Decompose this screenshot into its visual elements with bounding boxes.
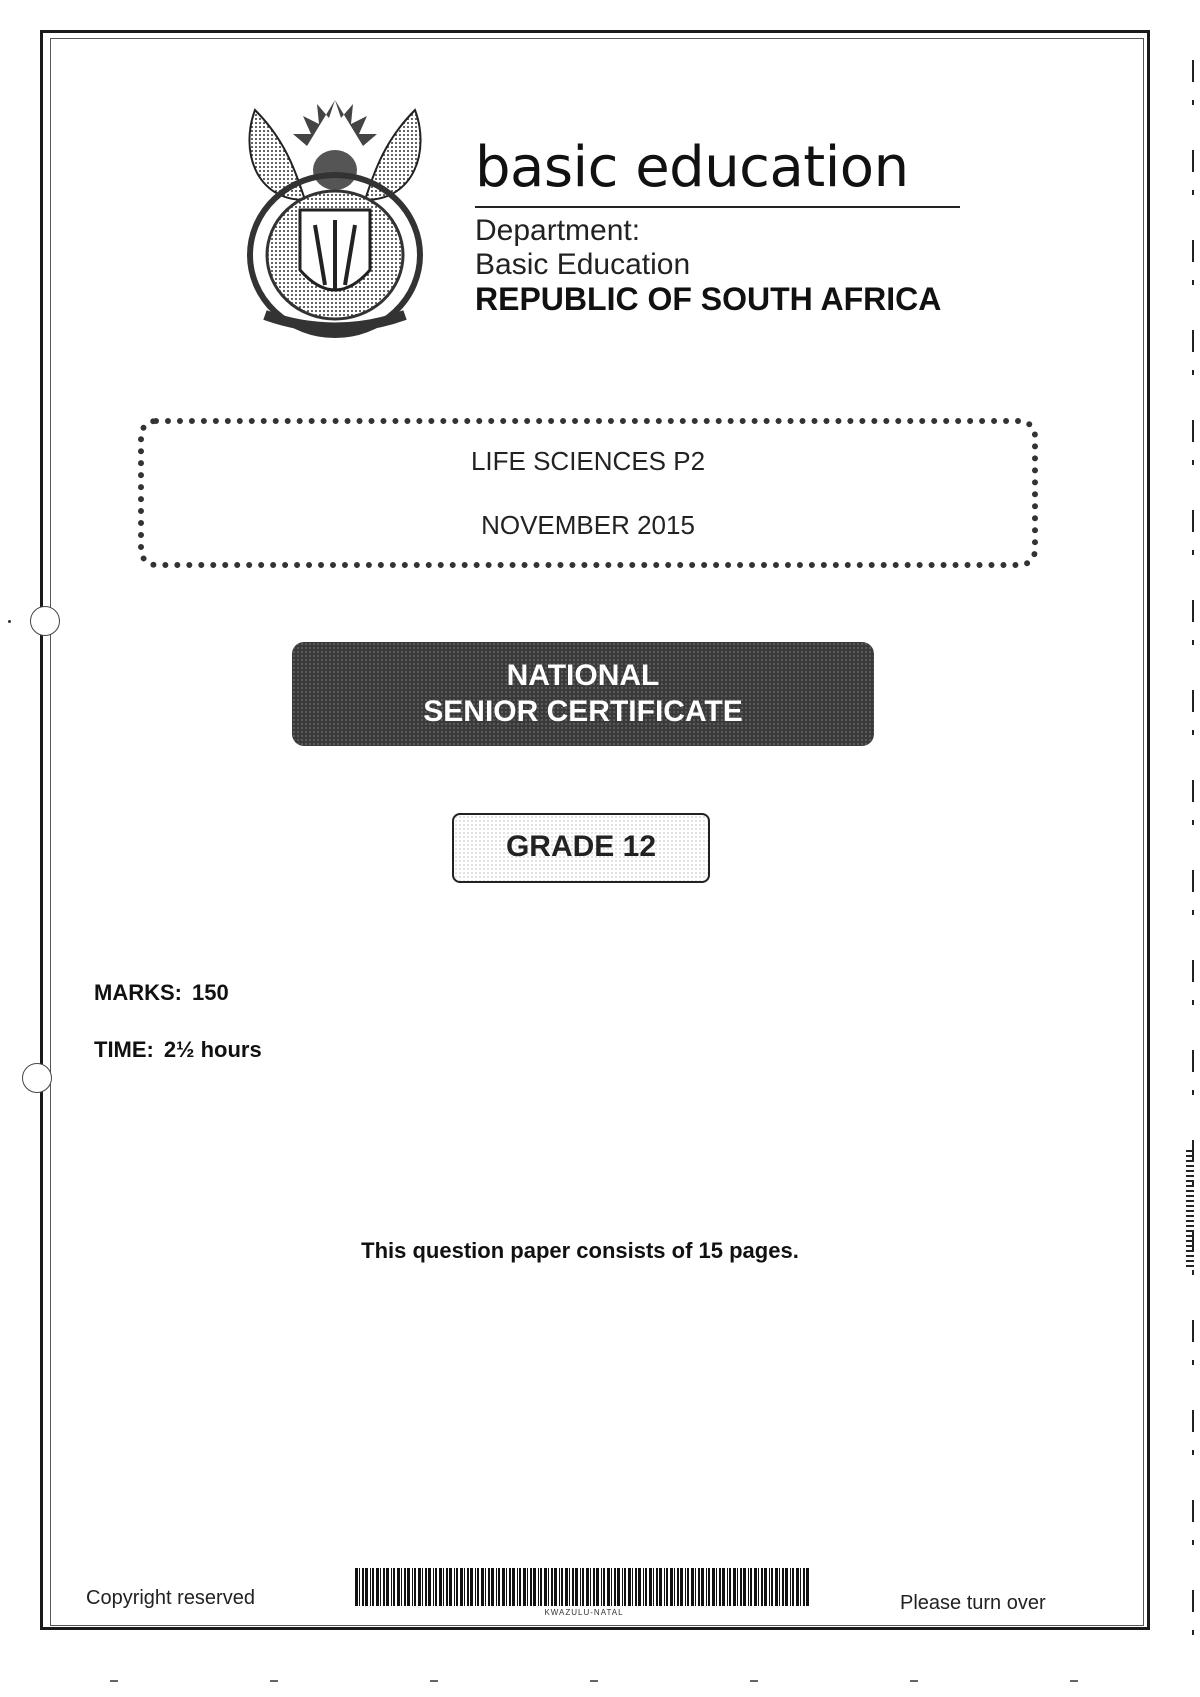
barcode-bar — [561, 1568, 563, 1606]
barcode-bar — [698, 1568, 700, 1606]
barcode-bar — [790, 1568, 791, 1606]
barcode-bar — [603, 1568, 605, 1606]
barcode-bar — [680, 1568, 683, 1606]
barcode-bar — [509, 1568, 511, 1606]
time-label: TIME: — [94, 1037, 154, 1062]
barcode-bar — [716, 1568, 717, 1606]
barcode-bar — [687, 1568, 689, 1606]
subject-box — [138, 418, 1038, 568]
barcode-bar — [359, 1568, 360, 1606]
barcode-bar — [691, 1568, 694, 1606]
barcode-bar — [548, 1568, 549, 1606]
grade-box: GRADE 12 — [452, 813, 710, 883]
barcode-bar — [454, 1568, 455, 1606]
barcode-bar — [806, 1568, 809, 1606]
barcode-bar — [533, 1568, 536, 1606]
certificate-line-2: SENIOR CERTIFICATE — [423, 695, 743, 728]
barcode-bar — [803, 1568, 805, 1606]
barcode-bar — [412, 1568, 413, 1606]
barcode-bar — [391, 1568, 392, 1606]
barcode-bar — [708, 1568, 710, 1606]
barcode-bar — [617, 1568, 620, 1606]
barcode-bar — [674, 1568, 675, 1606]
barcode-bar — [575, 1568, 578, 1606]
barcode-bar — [517, 1568, 518, 1606]
barcode-bar — [737, 1568, 738, 1606]
page-count-note: This question paper consists of 15 pages. — [361, 1238, 799, 1263]
marks-value: 150 — [192, 980, 229, 1005]
barcode-bar — [677, 1568, 679, 1606]
barcode-bar — [632, 1568, 633, 1606]
barcode-bar — [656, 1568, 658, 1606]
barcode-bar — [729, 1568, 731, 1606]
barcode-bar — [761, 1568, 763, 1606]
barcode-bar — [551, 1568, 553, 1606]
copyright-notice: Copyright reserved — [86, 1587, 255, 1609]
barcode-bar — [779, 1568, 780, 1606]
barcode-bar — [414, 1568, 416, 1606]
exam-session: NOVEMBER 2015 — [481, 510, 695, 540]
barcode-bar — [659, 1568, 662, 1606]
barcode-bar — [372, 1568, 374, 1606]
barcode-bar — [362, 1568, 364, 1606]
barcode-bar — [582, 1568, 584, 1606]
scan-edge-marks — [1192, 60, 1194, 1660]
barcode-bar — [586, 1568, 589, 1606]
barcode-bar — [743, 1568, 746, 1606]
barcode-bar — [712, 1568, 715, 1606]
barcode-bar — [782, 1568, 784, 1606]
barcode-bar — [706, 1568, 707, 1606]
barcode-bar — [401, 1568, 402, 1606]
barcode-bar — [685, 1568, 686, 1606]
barcode-bar — [481, 1568, 484, 1606]
barcode-bar — [601, 1568, 602, 1606]
barcode-bar — [565, 1568, 568, 1606]
barcode-bar — [523, 1568, 526, 1606]
barcode-bar — [365, 1568, 368, 1606]
barcode-bar — [477, 1568, 479, 1606]
barcode — [355, 1568, 813, 1606]
barcode-bar — [800, 1568, 801, 1606]
punch-hole — [22, 1063, 52, 1093]
barcode-bar — [653, 1568, 654, 1606]
barcode-bar — [376, 1568, 379, 1606]
barcode-bar — [527, 1568, 528, 1606]
barcode-bar — [496, 1568, 497, 1606]
barcode-bar — [695, 1568, 696, 1606]
barcode-bar — [439, 1568, 442, 1606]
barcode-bar — [404, 1568, 406, 1606]
barcode-bar — [635, 1568, 637, 1606]
scan-dust — [0, 1680, 1200, 1682]
barcode-bar — [664, 1568, 665, 1606]
country-name: REPUBLIC OF SOUTH AFRICA — [475, 281, 942, 317]
barcode-bar — [771, 1568, 773, 1606]
barcode-bar — [643, 1568, 644, 1606]
barcode-bar — [544, 1568, 547, 1606]
barcode-bar — [638, 1568, 641, 1606]
barcode-bar — [422, 1568, 423, 1606]
barcode-bar — [590, 1568, 591, 1606]
certificate-badge — [292, 642, 874, 746]
barcode-caption: KWAZULU-NATAL — [544, 1608, 624, 1617]
barcode-bar — [506, 1568, 507, 1606]
barcode-bar — [530, 1568, 532, 1606]
barcode-bar — [538, 1568, 539, 1606]
barcode-bar — [488, 1568, 490, 1606]
marks-label: MARKS: — [94, 980, 182, 1005]
barcode-bar — [397, 1568, 400, 1606]
barcode-bar — [645, 1568, 647, 1606]
turn-over-notice: Please turn over — [900, 1592, 1046, 1614]
barcode-bar — [754, 1568, 757, 1606]
department-name: Basic Education — [475, 248, 691, 281]
department-label: Department: — [475, 214, 641, 247]
barcode-bar — [758, 1568, 759, 1606]
barcode-bar — [446, 1568, 448, 1606]
barcode-bar — [622, 1568, 623, 1606]
barcode-bar — [559, 1568, 560, 1606]
barcode-bar — [519, 1568, 521, 1606]
time-line — [94, 1037, 262, 1063]
barcode-bar — [355, 1568, 358, 1606]
barcode-bar — [792, 1568, 794, 1606]
department-branding — [475, 135, 960, 317]
barcode-bar — [775, 1568, 778, 1606]
barcode-bar — [740, 1568, 742, 1606]
barcode-bar — [624, 1568, 626, 1606]
barcode-bar — [750, 1568, 752, 1606]
barcode-bar — [596, 1568, 599, 1606]
punch-hole — [30, 606, 60, 636]
barcode-bar — [670, 1568, 673, 1606]
barcode-bar — [464, 1568, 465, 1606]
barcode-bar — [611, 1568, 612, 1606]
barcode-bar — [764, 1568, 767, 1606]
barcode-bar — [467, 1568, 469, 1606]
barcode-bar — [614, 1568, 616, 1606]
barcode-bar — [593, 1568, 595, 1606]
barcode-bar — [628, 1568, 631, 1606]
subject-title: LIFE SCIENCES P2 — [470, 446, 706, 476]
marks-line — [94, 980, 229, 1006]
barcode-bar — [425, 1568, 427, 1606]
brand-title: basic education — [475, 140, 960, 208]
barcode-bar — [456, 1568, 458, 1606]
certificate-line-1: NATIONAL — [506, 659, 660, 692]
barcode-bar — [666, 1568, 668, 1606]
barcode-bar — [796, 1568, 799, 1606]
barcode-bar — [785, 1568, 788, 1606]
barcode-bar — [727, 1568, 728, 1606]
barcode-bar — [418, 1568, 421, 1606]
time-value: 2½ hours — [163, 1037, 262, 1062]
barcode-bar — [498, 1568, 500, 1606]
side-fine-print — [1186, 1150, 1194, 1270]
scan-speck — [8, 620, 11, 623]
barcode-bar — [433, 1568, 434, 1606]
barcode-bar — [491, 1568, 494, 1606]
barcode-bar — [449, 1568, 452, 1606]
barcode-bar — [512, 1568, 515, 1606]
barcode-bar — [386, 1568, 389, 1606]
barcode-bar — [393, 1568, 395, 1606]
barcode-bar — [572, 1568, 574, 1606]
barcode-bar — [554, 1568, 557, 1606]
barcode-bar — [569, 1568, 570, 1606]
barcode-bar — [701, 1568, 704, 1606]
barcode-bar — [540, 1568, 542, 1606]
barcode-bar — [719, 1568, 721, 1606]
barcode-bar — [733, 1568, 736, 1606]
barcode-bar — [460, 1568, 463, 1606]
barcode-bar — [407, 1568, 410, 1606]
barcode-bar — [443, 1568, 444, 1606]
barcode-bar — [475, 1568, 476, 1606]
barcode-bar — [380, 1568, 381, 1606]
barcode-bar — [435, 1568, 437, 1606]
barcode-bar — [485, 1568, 486, 1606]
barcode-bar — [370, 1568, 371, 1606]
barcode-bar — [502, 1568, 505, 1606]
barcode-bar — [383, 1568, 385, 1606]
barcode-bar — [580, 1568, 581, 1606]
barcode-bar — [748, 1568, 749, 1606]
coat-of-arms-logo — [235, 90, 435, 340]
barcode-bar — [649, 1568, 652, 1606]
barcode-bar — [769, 1568, 770, 1606]
barcode-bar — [722, 1568, 725, 1606]
barcode-bar — [607, 1568, 610, 1606]
barcode-bar — [428, 1568, 431, 1606]
barcode-bar — [470, 1568, 473, 1606]
